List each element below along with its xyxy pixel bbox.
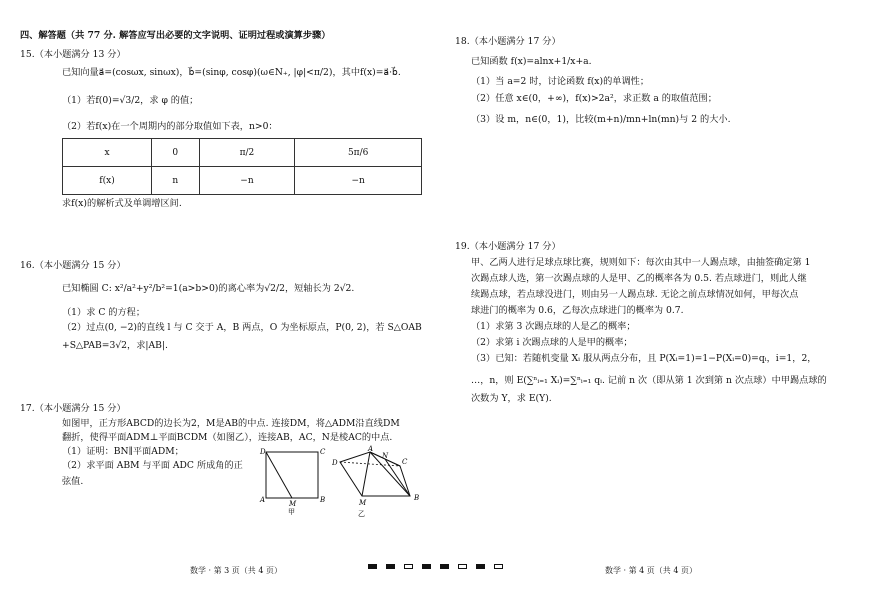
q16-header: 16.（本小题满分 15 分） [20,260,126,271]
table-cell: 5π/6 [295,139,422,167]
square-abcd [266,452,318,498]
figure-yi [332,444,424,518]
label-c: C [402,458,408,466]
q18-header: 18.（本小题满分 17 分） [455,36,561,47]
caption-jia: 甲 [288,508,295,516]
mark-filled [386,564,395,569]
q16-part1: （1）求 C 的方程； [62,307,146,318]
edge-am [362,452,370,496]
q15-line1: 已知向量a⃗=(cosωx, sinωx)，b⃗=(sinφ, cosφ)(ω∈N₊, |φ|<π/2)，其中f(x)=a⃗·b⃗. [62,67,401,78]
q19-l4: 球进门的概率为 0.6，乙每次点球进门的概率为 0.7. [471,305,684,316]
q15-part1: （1）若f(0)=√3/2，求 φ 的值； [62,95,199,106]
q19-l3: 续踢点球，若点球没进门，则由另一人踢点球. 无论之前点球情况如何，甲每次点 [471,289,799,300]
q17-part2b: 弦值. [62,476,84,487]
q15-part2: （2）若f(x)在一个周期内的部分取值如下表，n>0： [62,121,278,132]
label-a: A [260,496,266,504]
q19-l2: 次踢点球人选，第一次踢点球的人是甲、乙的概率各为 0.5. 若点球进门，则此人继 [471,273,807,284]
q17-line2: 翻折，使得平面ADM⊥平面BCDM（如图乙），连接AB，AC，N是棱AC的中点. [62,432,393,443]
q17-part2a: （2）求平面 ABM 与平面 ADC 所成角的正 [62,460,243,471]
q19-header: 19.（本小题满分 17 分） [455,241,561,252]
segment-dm [266,452,292,498]
q19-p1: （1）求第 3 次踢点球的人是乙的概率； [471,321,636,332]
q17-part1: （1）证明：BN∥平面ADM； [62,446,184,457]
mark-filled [422,564,431,569]
table-row [63,167,422,195]
table-cell: 0 [152,139,200,167]
q19-p2: （2）求第 i 次踢点球的人是甲的概率； [471,337,633,348]
table-cell: f(x) [63,167,152,195]
label-a: A [368,445,374,453]
q16-part2b: +S△PAB=3√2，求|AB|. [62,340,168,351]
table-cell: π/2 [199,139,295,167]
label-c: C [320,448,326,456]
label-b: B [414,494,420,502]
q15-header: 15.（本小题满分 13 分） [20,49,126,60]
caption-yi: 乙 [358,510,365,518]
q19-l1: 甲、乙两人进行足球点球比赛，规则如下：每次由其中一人踢点球，由抽签确定第 1 [471,257,811,268]
q18-part1: （1）当 a=2 时，讨论函数 f(x)的单调性； [471,76,650,87]
table-row [63,139,422,167]
mark-filled [368,564,377,569]
q17-header: 17.（本小题满分 15 分） [20,403,126,414]
footer-right: 数学 · 第 4 页（共 4 页） [605,566,697,575]
figure-jia [258,446,328,516]
label-m: M [359,499,367,507]
mark-hollow [404,564,413,569]
folded-outline [340,452,410,496]
q16-line1: 已知椭圆 C: x²/a²+y²/b²=1(a>b>0)的离心率为√2/2，短轴长为 2√2. [62,283,355,294]
table-cell: n [152,167,200,195]
q15-tail: 求f(x)的解析式及单调增区间. [62,198,182,209]
q19-p3a: （3）已知：若随机变量 Xᵢ 服从两点分布，且 P(Xᵢ=1)=1−P(Xᵢ=0)=qᵢ，i=1，2， [471,353,817,364]
right-page [455,0,835,599]
label-n: N [382,452,389,460]
q15-value-table [62,138,422,195]
left-page [20,0,422,599]
mark-filled [440,564,449,569]
q18-part3: （3）设 m，n∈(0，1)，比较(m+n)/mn+ln(mn)与 2 的大小. [471,114,731,125]
table-cell: x [63,139,152,167]
q16-part2a: （2）过点(0, −2)的直线 l 与 C 交于 A，B 两点，O 为坐标原点，P(0, 2)，若 S△OAB [62,322,422,333]
edge-dc-hidden [340,462,400,466]
q18-line1: 已知函数 f(x)=alnx+1/x+a. [471,56,592,67]
table-cell: −n [295,167,422,195]
q18-part2: （2）任意 x∈(0，+∞)，f(x)>2a²，求正数 a 的取值范围； [471,93,717,104]
label-m: M [289,500,297,508]
q19-p3b: …，n，则 E(∑ⁿᵢ₌₁ Xᵢ)=∑ⁿᵢ₌₁ qᵢ. 记前 n 次（即从第 1 次到第 n 次点球）中甲踢点球的 [471,375,827,386]
table-cell: −n [199,167,295,195]
footer-left: 数学 · 第 3 页（共 4 页） [190,566,282,575]
label-d: D [260,448,266,456]
q17-line1: 如图甲，正方形ABCD的边长为2，M是AB的中点. 连接DM，将△ADM沿直线DM [62,418,400,429]
section-heading: 四、解答题（共 77 分. 解答应写出必要的文字说明、证明过程或演算步骤） [20,30,331,41]
label-b: B [320,496,326,504]
label-d: D [332,459,338,467]
q19-p3c: 次数为 Y，求 E(Y). [471,393,552,404]
